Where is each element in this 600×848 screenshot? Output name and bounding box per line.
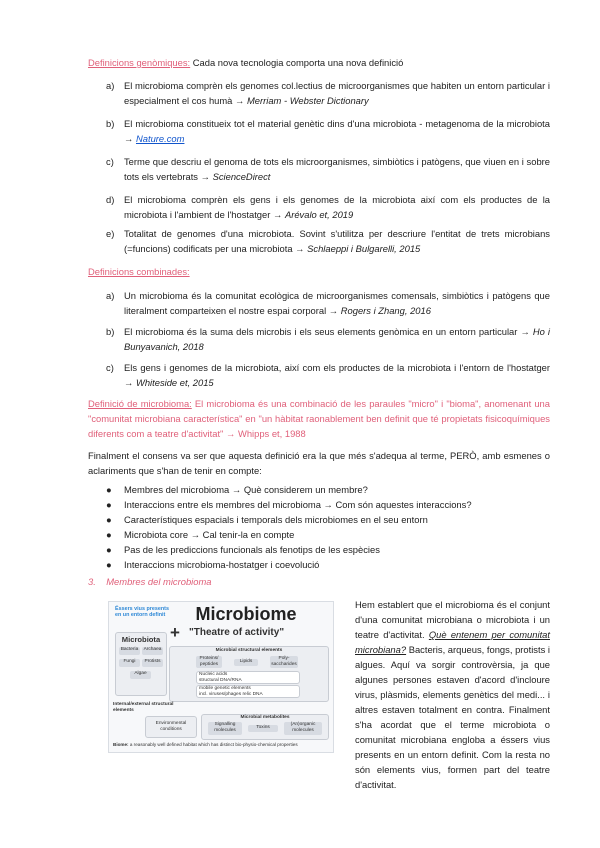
microbiota-group: Microbiota Bacteria Archaea Fungi Protists Algae <box>115 632 167 696</box>
list-item: ● Interaccions microbioma-hostatger i coevolució <box>106 559 320 570</box>
list-item: e) Totalitat de genomes d'una microbiota. Sovint s'utilitza per descriure l'entitat de trets microbians (=funcions) codificats per una microbiota → Schlaeppi i Bulgarelli, 2015 <box>106 228 550 254</box>
microbial-community-question: Què entenem per comunitat microbiana? <box>355 629 550 655</box>
list-item: ● Membres del microbioma → Què considerem un membre? <box>106 484 368 495</box>
nature-link[interactable]: Nature.com <box>135 133 185 144</box>
microbiome-definition: Definició de microbioma: El microbioma és una combinació de les paraules "micro" i "bioma", anomenant una "comunitat microbiana característica" en "un hàbitat raonablement ben definit que té propietats fisicoquímiques diferents com a teatre d'activitat" → Whipps et, 1988 <box>88 398 550 439</box>
metabolites-group: Microbial metabolites Signalling molecules Toxins (An)organic molecules <box>201 714 329 740</box>
list-item: c) Terme que descriu el genoma de tots els microorganismes, simbiòtics i patògens, que viuen en i sobre tots els vertebrats → ScienceDirect <box>106 156 550 182</box>
section-3-heading: 3. Membres del microbioma <box>88 576 212 587</box>
microbiome-definition-heading: Definició de microbioma: <box>88 398 192 409</box>
genomic-definitions-heading: Definicions genòmiques: <box>88 57 191 68</box>
list-item: ● Característiques espacials i temporals dels microbiomes en el seu entorn <box>106 514 428 525</box>
conclusion-paragraph: Finalment el consens va ser que aquesta definició era la que més s'adequa al terme, PERÒ, amb esmenes o aclariments que s'han de tenir en compte: <box>88 450 550 476</box>
figure-caption: Biome: a reasonably well defined habitat which has distinct bio-physio-chemical properties <box>113 742 298 747</box>
internal-external-label: Internal/external structural elements <box>113 702 174 713</box>
list-item: a) Un microbioma és la comunitat ecològica de microorganismes comensals, simbiòtics i patògens que literalment comparteixen el nostre espai corporal → Rogers i Zhang, 2016 <box>106 290 550 316</box>
list-item: ● Microbiota core → Cal tenir-la en compte <box>106 529 295 540</box>
microbiome-diagram <box>108 601 334 753</box>
list-item: c) Els gens i genomes de la microbiota, així com els productes de la microbiota i l'entorn de l'hostatger → Whiteside et, 2015 <box>106 362 550 388</box>
list-item: d) El microbioma comprèn els gens i els genomes de la microbiota així com els productes de la microbiota i l'ambient de l'hostatger → Arévalo et, 2019 <box>106 194 550 220</box>
list-item: b) El microbioma constitueix tot el material genètic dins d'una microbiota - metagenoma de la microbiota → Nature.com <box>106 118 550 144</box>
figure-theatre: "Theatre of activity" <box>189 627 285 638</box>
list-item: a) El microbioma comprèn els genomes col.lectius de microorganismes que habiten un entorn particular i especialment el cos humà → Merriam - Webster Dictionary <box>106 80 550 106</box>
list-item: ● Pas de les prediccions funcionals als fenotips de les espècies <box>106 544 380 555</box>
genomic-definitions-intro: Cada nova tecnologia comporta una nova definició <box>190 57 404 68</box>
list-item: ● Interaccions entre els membres del microbioma → Com són aquestes interaccions? <box>106 499 472 510</box>
environmental-conditions: Environmental conditions <box>145 716 197 738</box>
structural-elements-group: Microbial structural elements Proteins/ peptides Lipids Poly- saccharides Nucleic acids structural DNA/RNA mobile genetic elements incl. viruses/phages relic DNA <box>169 646 329 702</box>
genomic-definitions-heading-line <box>88 55 558 70</box>
figure-title: Microbiome <box>195 604 297 624</box>
figure-plus: + <box>170 623 180 642</box>
figure-note: Éssers vius presents en un entorn definit <box>115 606 169 618</box>
members-paragraph: Hem establert que el microbioma és el conjunt d'una comunitat microbiana o microbiota i un teatre d'activitat. Què entenem per comunitat microbiana? Bacteris, arqueus, fongs, protists i algues. Aquí va sorgir controvèrsia, ja que algunes persones estaven d'acord d'incloure virus, plàsmids, elements genètics del medi... i altres estaven totalment en contra. Finalment s'ha acordat que el terme microbiota o comunitat microbiana engloba a éssers vius presents en un entorn definit. Com la resta no són elements vius, formen part del teatre d'activitat. <box>355 599 550 790</box>
combined-definitions-heading: Definicions combinades: <box>88 266 190 277</box>
list-item: b) El microbioma és la suma dels microbis i els seus elements genòmica en un entorn particular → Ho i Bunyavanich, 2018 <box>106 326 550 352</box>
